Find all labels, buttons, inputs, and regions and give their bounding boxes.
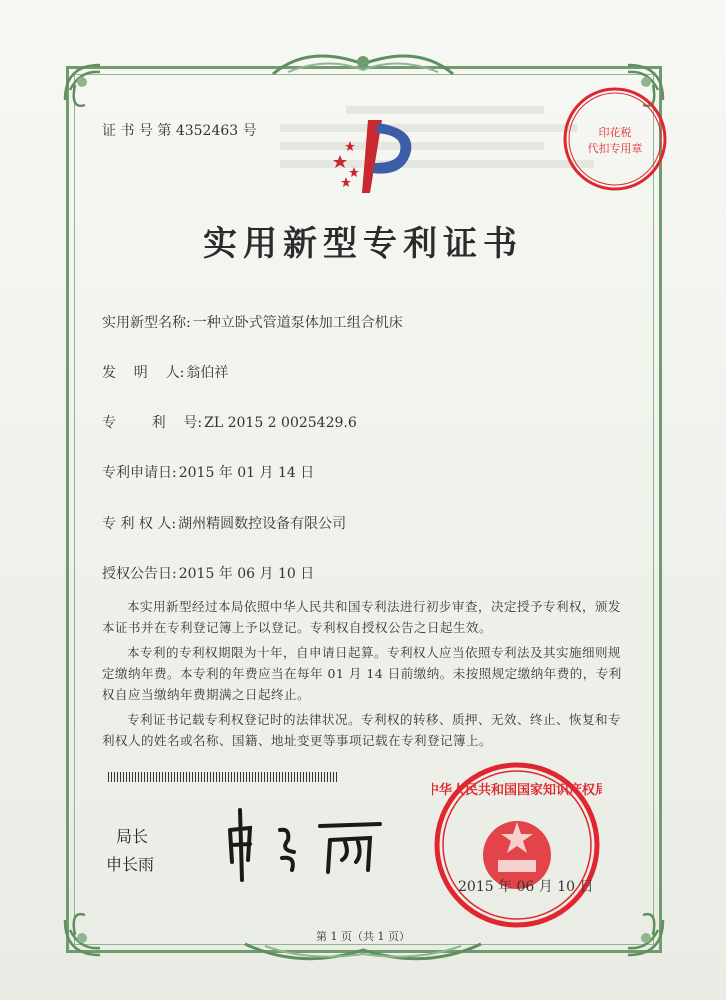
certificate-number-suffix: 号	[242, 123, 257, 139]
certificate-number-value: 4352463	[175, 123, 239, 139]
field-label: 专 利 号:	[102, 415, 203, 431]
cnipa-official-seal	[432, 760, 602, 930]
director-name: 申长雨	[106, 855, 155, 874]
top-ornament	[268, 44, 458, 82]
field-value: 湖州精圆数控设备有限公司	[178, 516, 347, 532]
svg-text:代扣专用章: 代扣专用章	[587, 142, 643, 155]
field-label: 专 利 权 人:	[102, 516, 177, 532]
body-paragraph: 本专利的专利权期限为十年，自申请日起算。专利权人应当依照专利法及其实施细则规定缴纳年费。本专利的年费应当在每年 01 月 14 日前缴纳。未按照规定缴纳年费的，专利权自应当缴纳年费期满之日起终止。	[102, 645, 622, 702]
svg-text:中华人民共和国国家知识产权局: 中华人民共和国国家知识产权局	[432, 783, 602, 798]
field-label: 授权公告日:	[102, 566, 177, 582]
field-inventor	[102, 362, 228, 382]
field-patentee	[102, 513, 346, 533]
issue-date: 2015 年 06 月 10 日	[458, 879, 594, 895]
tax-stamp-seal	[560, 84, 670, 194]
certificate-number-label: 证 书 号 第	[102, 123, 172, 139]
field-value: 翁伯祥	[186, 365, 229, 381]
field-grant-date	[102, 563, 314, 583]
svg-text:印花税: 印花税	[598, 126, 632, 139]
field-label: 实用新型名称:	[102, 315, 191, 331]
director-signature	[210, 800, 400, 890]
field-value: 2015 年 06 月 10 日	[178, 566, 315, 582]
field-utility-model-name	[102, 312, 403, 332]
field-patent-number	[102, 412, 357, 432]
field-value: 一种立卧式管道泵体加工组合机床	[192, 315, 403, 331]
body-paragraph: 本实用新型经过本局依照中华人民共和国专利法进行初步审查，决定授予专利权，颁发本证书并在专利登记簿上予以登记。专利权自授权公告之日起生效。	[102, 599, 622, 635]
field-label: 专利申请日:	[102, 465, 177, 481]
corner-ornament-bottom-left	[60, 880, 140, 960]
barcode	[108, 772, 338, 782]
cnipa-logo-icon	[320, 115, 420, 195]
field-label: 发 明 人:	[102, 365, 185, 381]
field-value: ZL 2015 2 0025429.6	[204, 415, 357, 431]
field-application-date	[102, 462, 314, 482]
certificate-number	[102, 120, 257, 140]
field-value: 2015 年 01 月 14 日	[178, 465, 315, 481]
certificate-body	[102, 596, 622, 755]
page-number: 第 1 页（共 1 页）	[316, 930, 410, 943]
director-title: 局长	[116, 827, 149, 846]
body-paragraph: 专利证书记载专利权登记时的法律状况。专利权的转移、质押、无效、终止、恢复和专利权人的姓名或名称、国籍、地址变更等事项记载在专利登记簿上。	[102, 712, 622, 748]
certificate-title: 实用新型专利证书	[203, 224, 523, 264]
